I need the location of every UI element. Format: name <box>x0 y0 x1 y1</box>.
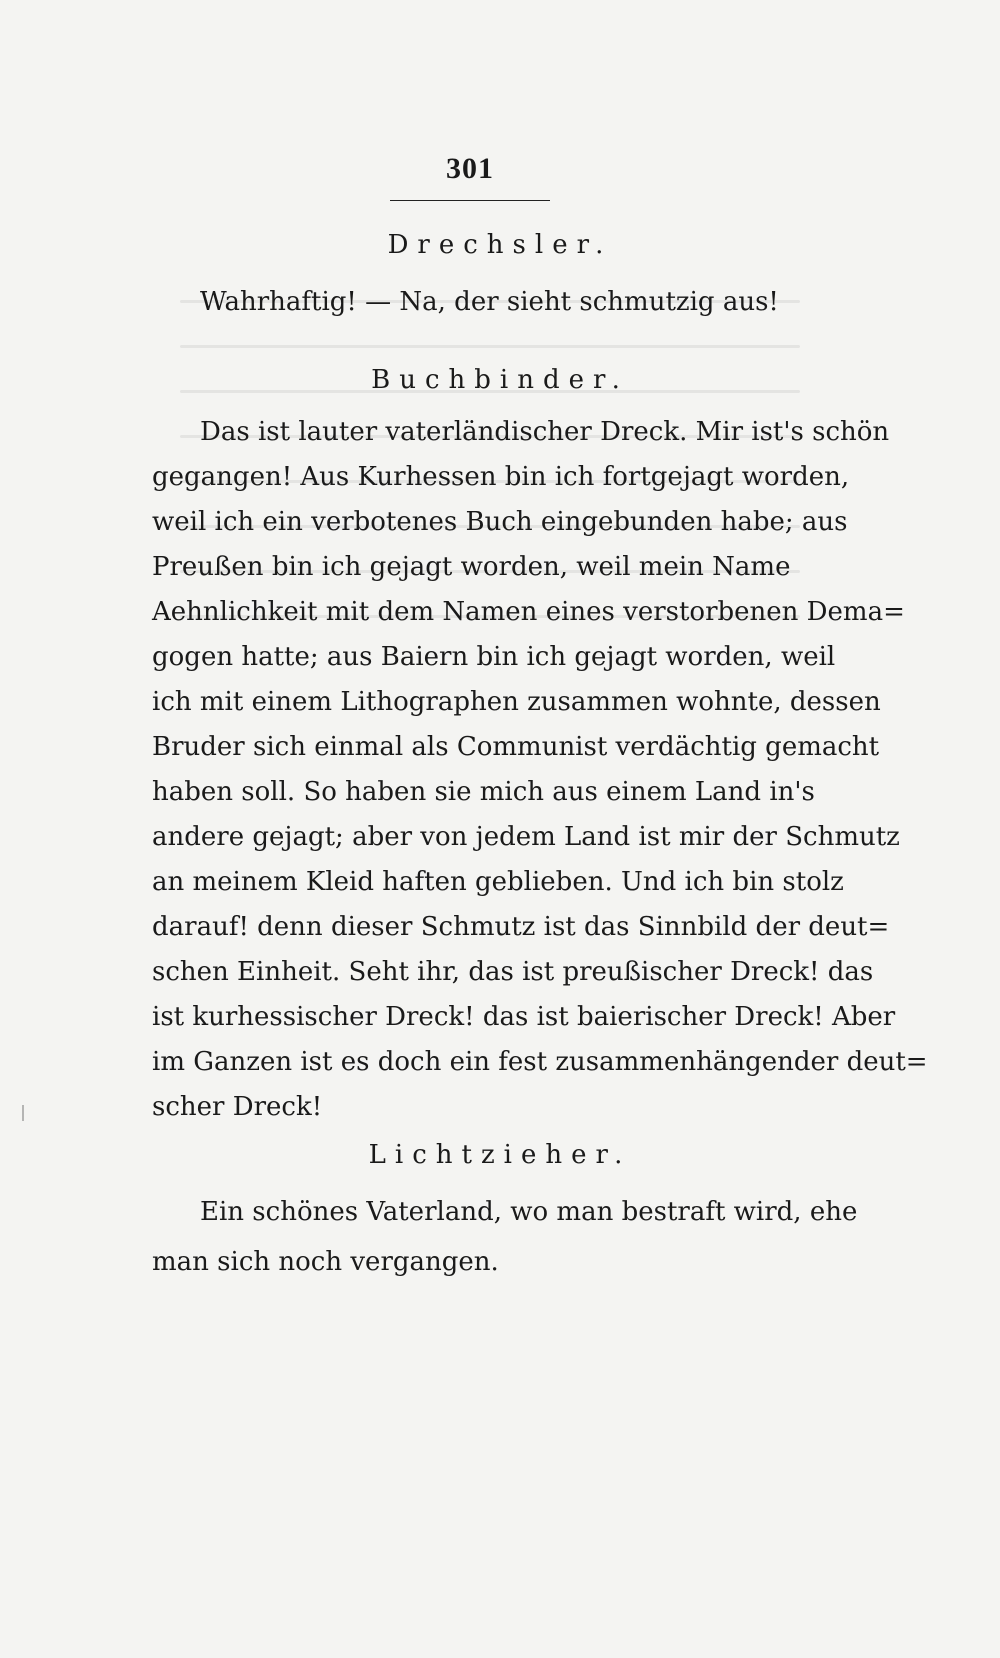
text-line: ich mit einem Lithographen zusammen wohnte, dessen <box>152 687 881 717</box>
text-line: ist kurhessischer Dreck! das ist baierischer Dreck! Aber <box>152 1002 896 1032</box>
text-line: gogen hatte; aus Baiern bin ich gejagt worden, weil <box>152 642 836 672</box>
text-line: Ein schönes Vaterland, wo man bestraft wird, ehe <box>200 1197 858 1227</box>
text-line: schen Einheit. Seht ihr, das ist preußischer Dreck! das <box>152 957 874 987</box>
page-number: 301 <box>446 152 494 185</box>
text-line: Aehnlichkeit mit dem Namen eines verstorbenen Dema= <box>152 597 905 627</box>
text-line: weil ich ein verbotenes Buch eingebunden habe; aus <box>152 507 848 537</box>
text-line: scher Dreck! <box>152 1092 323 1122</box>
speaker-heading-lichtzieher: Lichtzieher. <box>368 1140 632 1170</box>
text-line: man sich noch vergangen. <box>152 1247 499 1277</box>
text-line: gegangen! Aus Kurhessen bin ich fortgejagt worden, <box>152 462 850 492</box>
text-line: an meinem Kleid haften geblieben. Und ich bin stolz <box>152 867 844 897</box>
paper-speck <box>22 1105 24 1121</box>
text-line: haben soll. So haben sie mich aus einem Land in's <box>152 777 815 807</box>
text-line: Wahrhaftig! — Na, der sieht schmutzig aus! <box>200 287 779 317</box>
header-rule <box>390 200 550 201</box>
speaker-heading-buchbinder: Buchbinder. <box>371 365 629 395</box>
speaker-heading-drechsler: Drechsler. <box>387 230 613 260</box>
text-line: andere gejagt; aber von jedem Land ist mir der Schmutz <box>152 822 900 852</box>
text-line: Preußen bin ich gejagt worden, weil mein Name <box>152 552 791 582</box>
text-line: im Ganzen ist es doch ein fest zusammenhängender deut= <box>152 1047 928 1077</box>
text-line: Das ist lauter vaterländischer Dreck. Mir ist's schön <box>200 417 890 447</box>
text-line: Bruder sich einmal als Communist verdächtig gemacht <box>152 732 880 762</box>
text-line: darauf! denn dieser Schmutz ist das Sinnbild der deut= <box>152 912 890 942</box>
